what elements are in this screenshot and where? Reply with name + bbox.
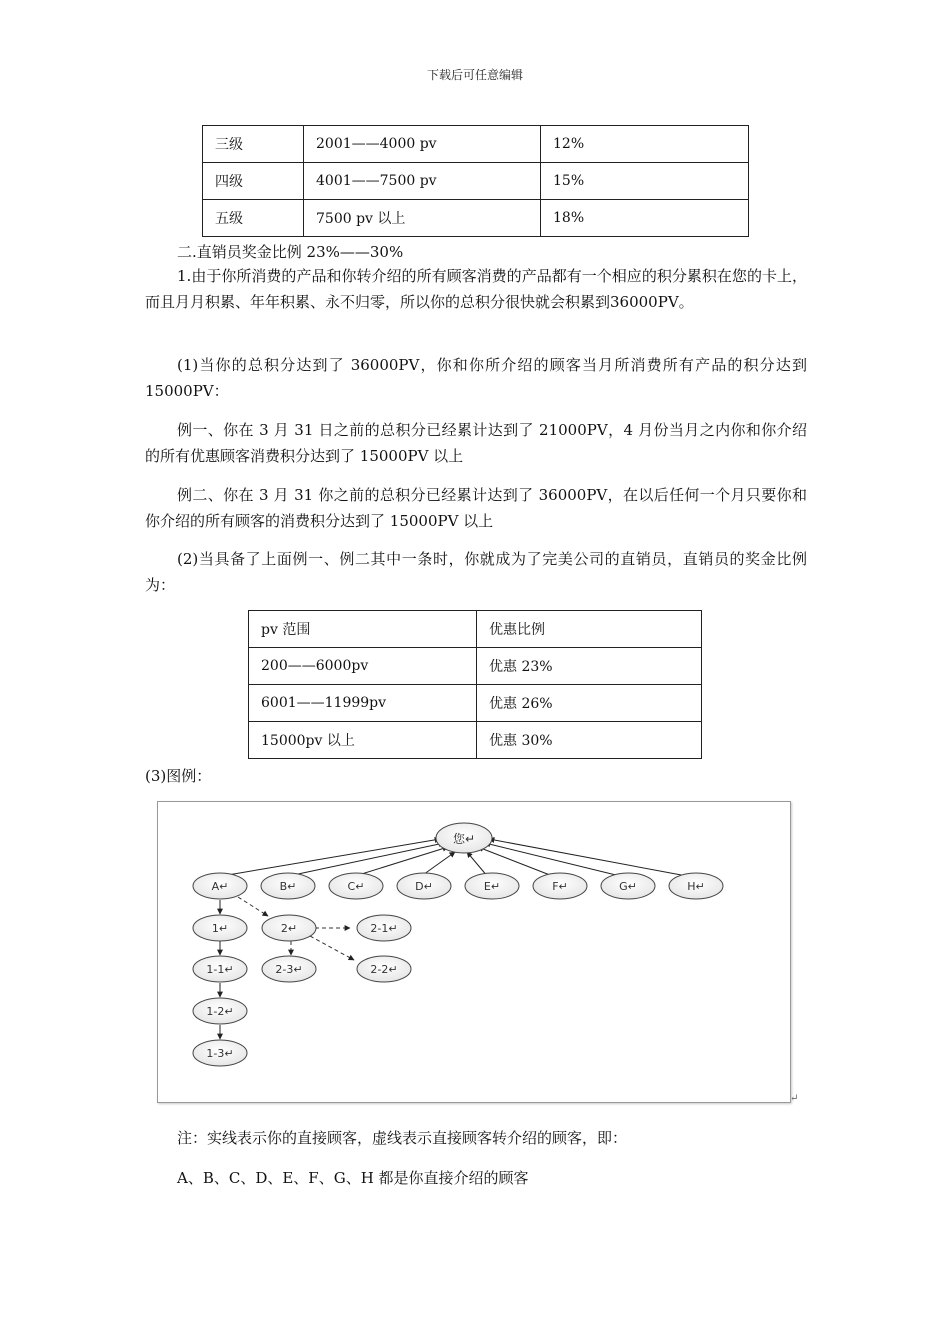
table-cell: 15%	[541, 163, 749, 200]
table-header-row	[249, 611, 702, 648]
node-label: 2-3↵	[275, 963, 303, 976]
node-label: 1-3↵	[206, 1047, 234, 1060]
node-root-label: 您↵	[452, 832, 476, 846]
node-b	[261, 873, 315, 899]
node-1-1	[193, 956, 247, 982]
level-table	[202, 125, 749, 237]
node-1-2	[193, 998, 247, 1024]
node-2-3	[262, 956, 316, 982]
table-cell: 优惠 30%	[477, 722, 702, 759]
table-cell: 7500 pv 以上	[304, 200, 541, 237]
table-row	[203, 126, 749, 163]
diagram-svg	[158, 802, 790, 1102]
table-header-cell: 优惠比例	[477, 611, 702, 648]
node-2	[262, 915, 316, 941]
legend-note-2: A、B、C、D、E、F、G、H 都是你直接介绍的顾客	[177, 1169, 529, 1187]
return-mark: ↵	[790, 1093, 799, 1104]
node-label: 1-1↵	[206, 963, 234, 976]
node-label: 2↵	[280, 922, 298, 935]
node-label: G↵	[619, 880, 637, 893]
table-cell: 五级	[203, 200, 304, 237]
referral-diagram	[157, 801, 791, 1103]
table-row	[249, 685, 702, 722]
node-label: 1-2↵	[206, 1005, 234, 1018]
paragraph-example-1: 例一、你在 3 月 31 日之前的总积分已经累计达到了 21000PV，4 月份当月之内你和你介绍的所有优惠顾客消费积分达到了 15000PV 以上	[145, 421, 807, 465]
node-g	[601, 873, 655, 899]
table-cell: 4001——7500 pv	[304, 163, 541, 200]
node-1-3	[193, 1040, 247, 1066]
table-row	[249, 722, 702, 759]
indirect-nodes	[262, 915, 411, 982]
table-cell: 优惠 26%	[477, 685, 702, 722]
node-label: F↵	[552, 880, 568, 893]
table-cell: 200——6000pv	[249, 648, 477, 685]
table-cell: 18%	[541, 200, 749, 237]
node-label: 1↵	[211, 922, 229, 935]
paragraph-example-2: 例二、你在 3 月 31 你之前的总积分已经累计达到了 36000PV，在以后任何一个月只要你和你介绍的所有顾客的消费积分达到了 15000PV 以上	[145, 486, 807, 530]
bonus-table	[248, 610, 702, 759]
node-f	[533, 873, 587, 899]
node-label: D↵	[415, 880, 433, 893]
table-cell: 12%	[541, 126, 749, 163]
legend-note: 注：实线表示你的直接顾客，虚线表示直接顾客转介绍的顾客，即：	[177, 1129, 628, 1147]
node-a	[193, 873, 247, 899]
table-cell: 优惠 23%	[477, 648, 702, 685]
table-cell: 三级	[203, 126, 304, 163]
table-row	[249, 648, 702, 685]
node-label: A↵	[211, 880, 229, 893]
figure-label: (3)图例：	[145, 767, 212, 785]
node-d	[397, 873, 451, 899]
node-label: E↵	[483, 880, 501, 893]
table-cell: 2001——4000 pv	[304, 126, 541, 163]
node-label: 2-2↵	[370, 963, 398, 976]
direct-nodes	[193, 873, 723, 899]
node-2-1	[357, 915, 411, 941]
node-label: C↵	[347, 880, 365, 893]
table-cell: 四级	[203, 163, 304, 200]
page-header: 下载后可任意编辑	[426, 68, 523, 82]
node-label: 2-1↵	[370, 922, 398, 935]
node-1	[193, 915, 247, 941]
table-cell: 15000pv 以上	[249, 722, 477, 759]
node-h	[669, 873, 723, 899]
table-cell: 6001——11999pv	[249, 685, 477, 722]
node-label: H↵	[687, 880, 705, 893]
table-row	[203, 163, 749, 200]
paragraph-bonus-ratio: (2)当具备了上面例一、例二其中一条时，你就成为了完美公司的直销员，直销员的奖金比例为：	[145, 550, 807, 594]
paragraph-condition: (1)当你的总积分达到了 36000PV，你和你所介绍的顾客当月所消费所有产品的积分达到 15000PV：	[145, 356, 807, 400]
node-label: B↵	[279, 880, 297, 893]
node-root	[436, 823, 492, 853]
node-e	[465, 873, 519, 899]
node-c	[329, 873, 383, 899]
table-row	[203, 200, 749, 237]
section-title: 二.直销员奖金比例 23%——30%	[177, 243, 404, 261]
table-header-cell: pv 范围	[249, 611, 477, 648]
paragraph-accumulation: 1.由于你所消费的产品和你转介绍的所有顾客消费的产品都有一个相应的积分累积在您的卡上，而且月月积累、年年积累、永不归零，所以你的总积分很快就会积累到36000PV。	[145, 267, 807, 311]
node-2-2	[357, 956, 411, 982]
